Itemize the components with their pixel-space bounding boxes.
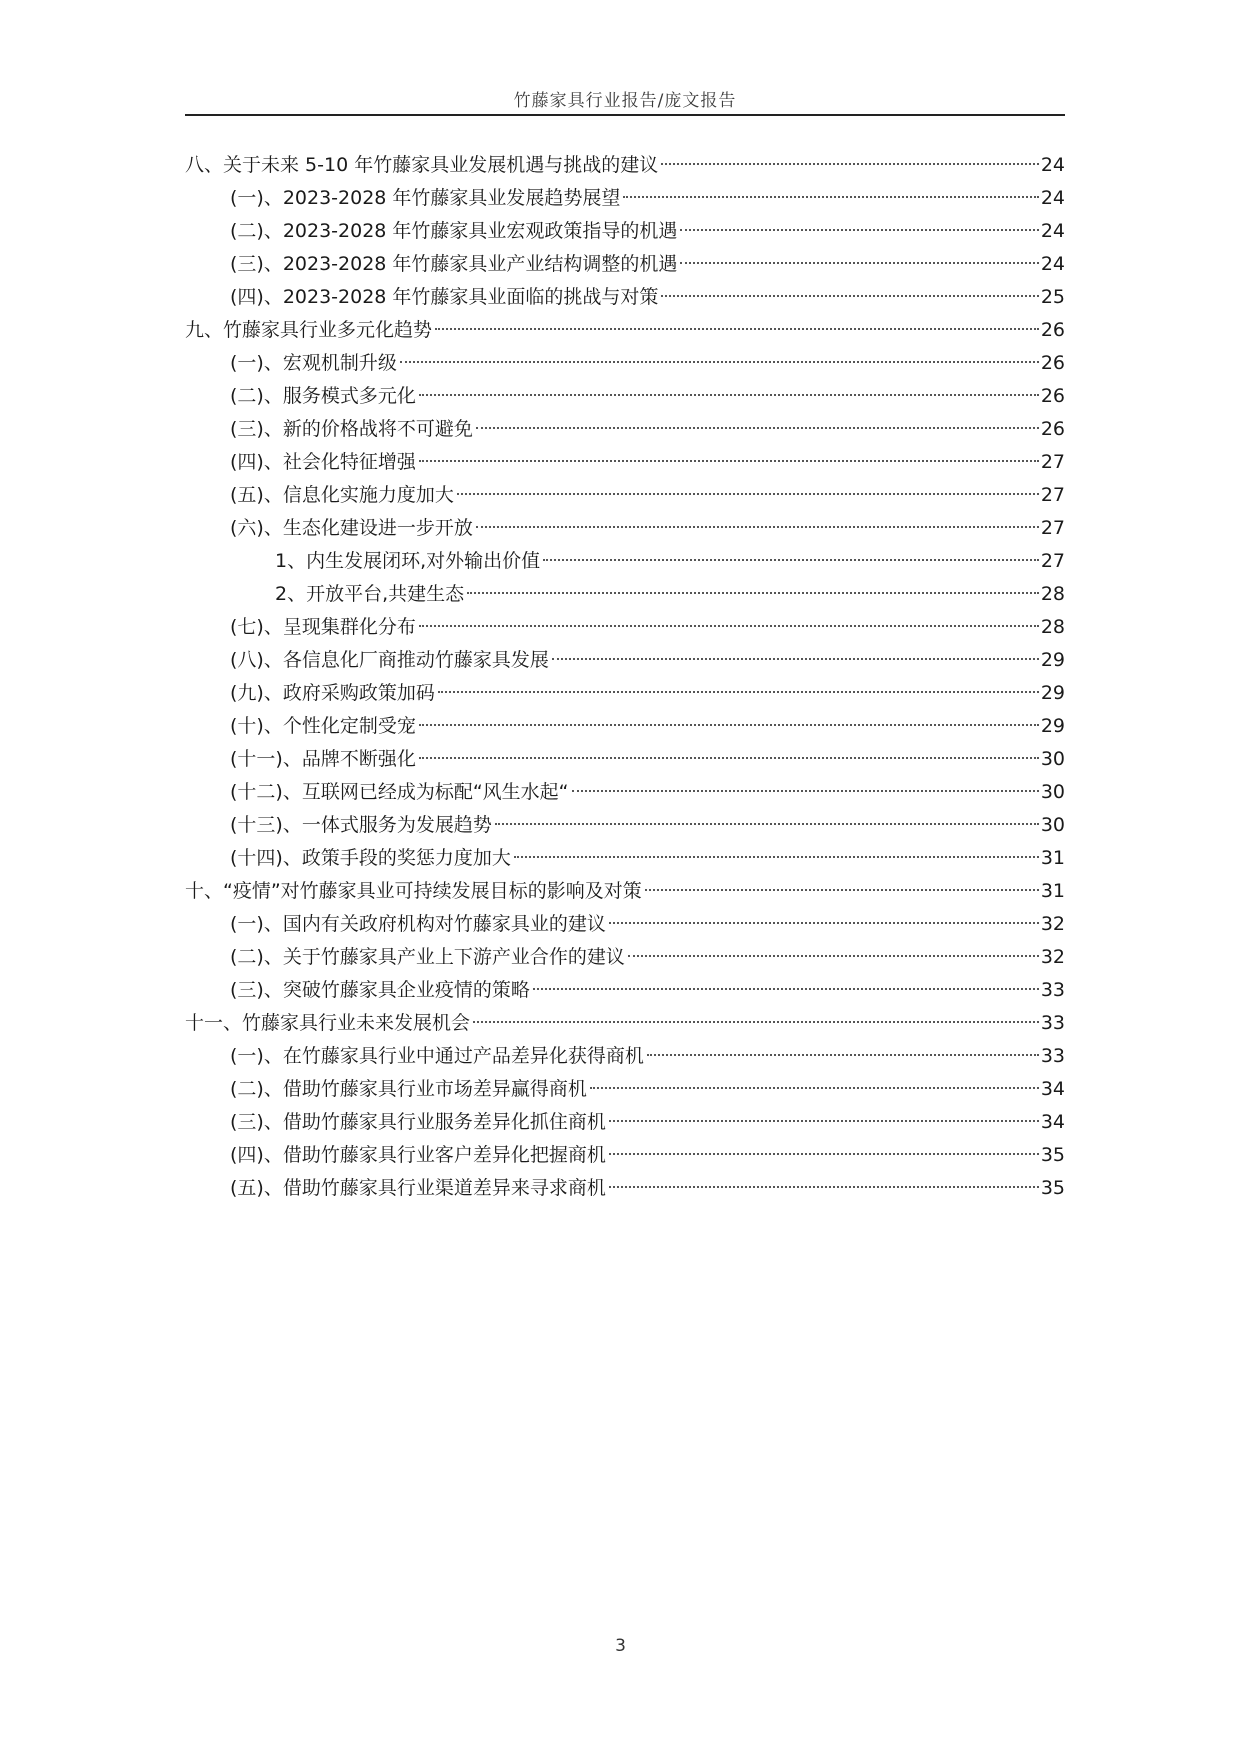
toc-entry-page: 24 (1040, 187, 1065, 209)
toc-dot-leader (476, 526, 1039, 528)
toc-dot-leader (552, 658, 1039, 660)
toc-entry-page: 34 (1040, 1078, 1065, 1100)
toc-entry-page: 32 (1040, 913, 1065, 935)
toc-dot-leader (495, 823, 1039, 825)
toc-entry-title: (三)、新的价格战将不可避免 (230, 418, 473, 440)
toc-entry[interactable] (185, 1073, 1065, 1106)
toc-dot-leader (680, 262, 1038, 264)
toc-entry-title: (二)、服务模式多元化 (230, 385, 416, 407)
toc-dot-leader (435, 328, 1039, 330)
toc-entry-page: 33 (1040, 979, 1065, 1001)
toc-entry[interactable] (185, 380, 1065, 413)
toc-entry-title: (二)、2023-2028 年竹藤家具业宏观政策指导的机遇 (230, 220, 678, 242)
toc-entry-page: 26 (1040, 319, 1065, 341)
toc-entry-page: 27 (1040, 550, 1065, 572)
toc-entry[interactable] (185, 941, 1065, 974)
page-number: 3 (615, 1636, 626, 1656)
toc-dot-leader (533, 988, 1039, 990)
toc-entry-title: (二)、借助竹藤家具行业市场差异赢得商机 (230, 1078, 587, 1100)
toc-entry[interactable] (185, 215, 1065, 248)
toc-dot-leader (419, 460, 1039, 462)
page-header: 竹藤家具行业报告/庞文报告 (513, 91, 737, 111)
toc-entry-page: 32 (1040, 946, 1065, 968)
toc-dot-leader (572, 790, 1039, 792)
toc-dot-leader (623, 196, 1038, 198)
toc-entry-page: 29 (1040, 715, 1065, 737)
toc-entry[interactable] (185, 314, 1065, 347)
toc-entry-title: 2、开放平台,共建生态 (275, 583, 465, 605)
toc-entry-title: (六)、生态化建设进一步开放 (230, 517, 473, 539)
toc-entry[interactable] (185, 248, 1065, 281)
toc-entry-title: 十一、竹藤家具行业未来发展机会 (185, 1012, 471, 1034)
toc-dot-leader (609, 922, 1039, 924)
toc-entry-page: 35 (1040, 1144, 1065, 1166)
toc-entry-page: 24 (1040, 220, 1065, 242)
toc-entry[interactable] (185, 776, 1065, 809)
toc-entry[interactable] (185, 1007, 1065, 1040)
toc-entry-title: (一)、宏观机制升级 (230, 352, 397, 374)
toc-entry-title: (七)、呈现集群化分布 (230, 616, 416, 638)
toc-dot-leader (514, 856, 1039, 858)
toc-entry-title: (五)、信息化实施力度加大 (230, 484, 454, 506)
toc-dot-leader (628, 955, 1039, 957)
table-of-contents (185, 149, 1065, 1205)
toc-entry[interactable] (185, 281, 1065, 314)
toc-entry[interactable] (185, 446, 1065, 479)
toc-entry[interactable] (185, 1172, 1065, 1205)
toc-entry-page: 30 (1040, 748, 1065, 770)
toc-entry-title: (十四)、政策手段的奖惩力度加大 (230, 847, 511, 869)
toc-entry-title: (十二)、互联网已经成为标配“风生水起“ (230, 781, 569, 803)
toc-entry-page: 31 (1040, 847, 1065, 869)
toc-entry[interactable] (185, 512, 1065, 545)
toc-entry[interactable] (185, 1139, 1065, 1172)
toc-entry-title: (三)、借助竹藤家具行业服务差异化抓住商机 (230, 1111, 606, 1133)
toc-dot-leader (661, 163, 1039, 165)
toc-entry[interactable] (185, 743, 1065, 776)
toc-entry-title: (二)、关于竹藤家具产业上下游产业合作的建议 (230, 946, 625, 968)
toc-entry[interactable] (185, 842, 1065, 875)
toc-entry-title: (五)、借助竹藤家具行业渠道差异来寻求商机 (230, 1177, 606, 1199)
toc-entry-title: (九)、政府采购政策加码 (230, 682, 435, 704)
toc-entry-page: 30 (1040, 781, 1065, 803)
toc-entry-title: (三)、突破竹藤家具企业疫情的策略 (230, 979, 530, 1001)
toc-dot-leader (609, 1153, 1039, 1155)
toc-entry-page: 30 (1040, 814, 1065, 836)
toc-entry[interactable] (185, 578, 1065, 611)
header-divider (185, 114, 1065, 116)
toc-dot-leader (419, 625, 1039, 627)
toc-dot-leader (400, 361, 1039, 363)
toc-entry-page: 33 (1040, 1045, 1065, 1067)
toc-entry[interactable] (185, 644, 1065, 677)
toc-entry-page: 26 (1040, 352, 1065, 374)
toc-entry[interactable] (185, 479, 1065, 512)
toc-dot-leader (467, 592, 1039, 594)
toc-entry-page: 27 (1040, 517, 1065, 539)
toc-entry[interactable] (185, 710, 1065, 743)
toc-dot-leader (590, 1087, 1039, 1089)
toc-entry[interactable] (185, 182, 1065, 215)
toc-entry-page: 34 (1040, 1111, 1065, 1133)
toc-entry-page: 25 (1040, 286, 1065, 308)
toc-entry[interactable] (185, 875, 1065, 908)
toc-entry-page: 27 (1040, 451, 1065, 473)
toc-entry-page: 28 (1040, 616, 1065, 638)
toc-entry-page: 29 (1040, 649, 1065, 671)
toc-entry-page: 35 (1040, 1177, 1065, 1199)
toc-entry[interactable] (185, 974, 1065, 1007)
toc-dot-leader (476, 427, 1039, 429)
toc-entry-title: (十三)、一体式服务为发展趋势 (230, 814, 492, 836)
toc-entry-title: (一)、国内有关政府机构对竹藤家具业的建议 (230, 913, 606, 935)
toc-entry[interactable] (185, 1106, 1065, 1139)
toc-dot-leader (543, 559, 1039, 561)
toc-entry-page: 33 (1040, 1012, 1065, 1034)
toc-entry-page: 29 (1040, 682, 1065, 704)
toc-dot-leader (457, 493, 1039, 495)
toc-entry-title: (三)、2023-2028 年竹藤家具业产业结构调整的机遇 (230, 253, 678, 275)
toc-entry-page: 31 (1040, 880, 1065, 902)
toc-entry-page: 26 (1040, 385, 1065, 407)
toc-entry-title: (十一)、品牌不断强化 (230, 748, 416, 770)
toc-dot-leader (647, 1054, 1039, 1056)
toc-dot-leader (438, 691, 1039, 693)
toc-entry-page: 27 (1040, 484, 1065, 506)
toc-dot-leader (419, 724, 1039, 726)
toc-dot-leader (680, 229, 1038, 231)
toc-entry-title: 八、关于未来 5-10 年竹藤家具业发展机遇与挑战的建议 (185, 154, 659, 176)
toc-dot-leader (473, 1021, 1039, 1023)
toc-entry[interactable] (185, 413, 1065, 446)
toc-entry[interactable] (185, 908, 1065, 941)
toc-dot-leader (645, 889, 1039, 891)
toc-entry-title: (十)、个性化定制受宠 (230, 715, 416, 737)
toc-dot-leader (609, 1186, 1039, 1188)
toc-entry-title: (四)、2023-2028 年竹藤家具业面临的挑战与对策 (230, 286, 659, 308)
toc-entry[interactable] (185, 611, 1065, 644)
toc-entry-page: 28 (1040, 583, 1065, 605)
toc-entry-page: 26 (1040, 418, 1065, 440)
toc-dot-leader (661, 295, 1038, 297)
toc-entry-title: 1、内生发展闭环,对外输出价值 (275, 550, 541, 572)
toc-entry-title: (四)、社会化特征增强 (230, 451, 416, 473)
toc-entry[interactable] (185, 545, 1065, 578)
toc-entry-page: 24 (1040, 154, 1065, 176)
toc-entry-title: (四)、借助竹藤家具行业客户差异化把握商机 (230, 1144, 606, 1166)
toc-entry-title: 九、竹藤家具行业多元化趋势 (185, 319, 433, 341)
toc-entry-title: 十、“疫情”对竹藤家具业可持续发展目标的影响及对策 (185, 880, 642, 902)
toc-dot-leader (419, 757, 1039, 759)
toc-entry-page: 24 (1040, 253, 1065, 275)
toc-entry[interactable] (185, 149, 1065, 182)
toc-entry[interactable] (185, 1040, 1065, 1073)
toc-entry-title: (八)、各信息化厂商推动竹藤家具发展 (230, 649, 549, 671)
toc-dot-leader (419, 394, 1039, 396)
toc-entry-title: (一)、2023-2028 年竹藤家具业发展趋势展望 (230, 187, 621, 209)
toc-dot-leader (609, 1120, 1039, 1122)
toc-entry[interactable] (185, 347, 1065, 380)
toc-entry[interactable] (185, 809, 1065, 842)
toc-entry-title: (一)、在竹藤家具行业中通过产品差异化获得商机 (230, 1045, 644, 1067)
toc-entry[interactable] (185, 677, 1065, 710)
